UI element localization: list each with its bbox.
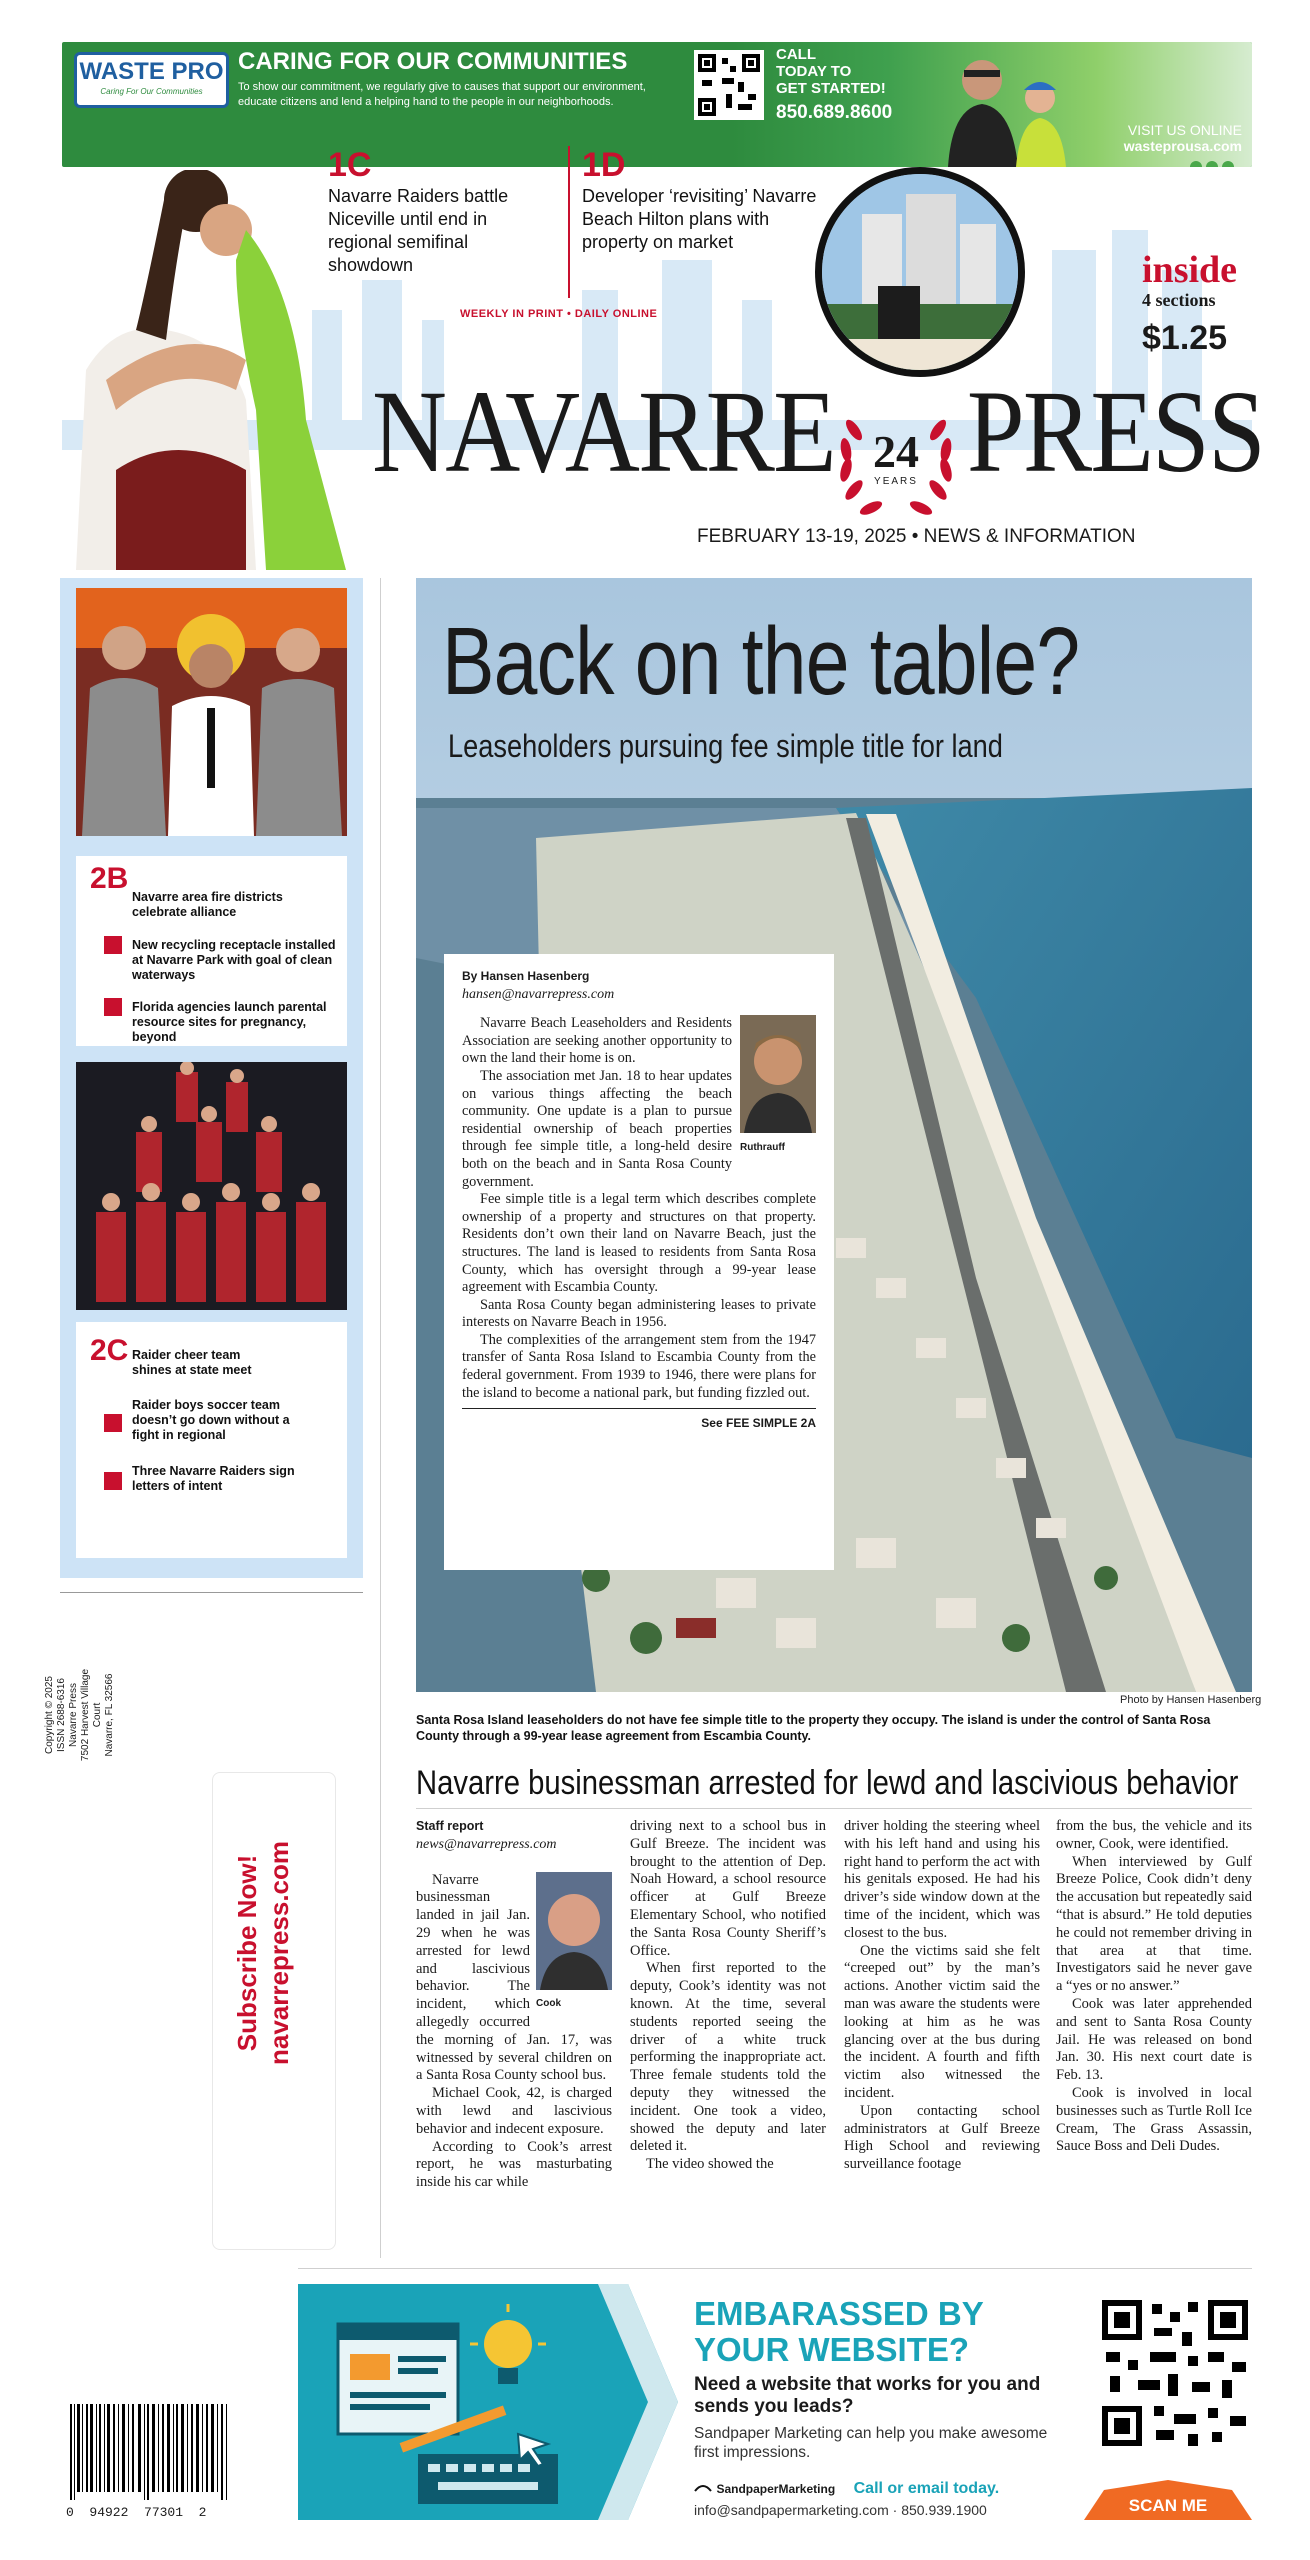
- story2-column-4: from the bus, the vehicle and its owner, Cook, were identified. When interviewed by Gulf Breeze Police, Cook didn’t deny the accusation but repeatedly said “that is absurd.” He told deputies he could not remember driving in that area at that time. Investigators said he never gave a “yes or no answer.” Cook was later apprehended and sent to Santa Rosa County Jail. He was released on bond Jan. 30. His next court date is Feb. 13. Cook is involved in local businesses such as Turtle Roll Ice Cream, The Grass Assassin, Sauce Boss and Deli Dudes.: [1056, 1818, 1252, 2155]
- website-illustration: [298, 2284, 678, 2520]
- story2-column-3: driver holding the steering wheel with his left hand and using his right hand to perform the act with his genitals exposed. He had his driver’s side window down at the time of the incident, which was closest to the bus. One the victims said she felt “creeped out” by the man’s actions. Another victim said the man was aware the students were looking at him as he was glancing over at the bus during the incident. A fourth and fifth victim also witnessed the incident. Upon contacting school administrators at Gulf Breeze High School and reviewing surveillance footage: [844, 1818, 1040, 2173]
- barcode-icon: [66, 2404, 234, 2500]
- ad-body: Sandpaper Marketing can help you make awesome first impressions.: [694, 2425, 1048, 2461]
- column-divider: [380, 578, 381, 2258]
- ad-people-photo: [934, 48, 1084, 167]
- barcode: 0 94922 77301 2: [66, 2404, 234, 2520]
- subscribe-label: Subscribe Now!: [232, 1854, 262, 2052]
- ad-phone[interactable]: 850.689.8600: [776, 102, 893, 123]
- headline-rule: [416, 1808, 1252, 1809]
- lead-email[interactable]: hansen@navarrepress.com: [462, 986, 615, 1002]
- subscribe-site: navarrepress.com: [264, 1840, 294, 2066]
- issue-date-line: FEBRUARY 13-19, 2025 • NEWS & INFORMATION: [697, 526, 1136, 547]
- sidebar-rule: [60, 1592, 363, 1593]
- story2-byline: Staff report: [416, 1819, 484, 1833]
- copyright-block: Copyright © 2025 ISSN 2688-6316 Navarre Press 7502 Harvest Village Court Navarre, FL 32566: [44, 1668, 115, 1762]
- cook-mugshot: Cook: [536, 1872, 612, 2014]
- section-2c-box[interactable]: 2C Raider cheer team shines at state meet Raider boys soccer team doesn’t go down without a fight in regional Three Navarre Raiders sign letters of intent: [76, 1322, 347, 1558]
- social-icons[interactable]: [1190, 160, 1240, 167]
- person-icon: [536, 1872, 612, 1990]
- second-headline[interactable]: Navarre businessman arrested for lewd and lascivious behavior: [416, 1764, 1239, 1802]
- bullet-icon: [104, 998, 122, 1016]
- left-sidebar: [60, 578, 363, 1578]
- ad-contact[interactable]: info@sandpapermarketing.com · 850.939.1900: [694, 2502, 987, 2518]
- bullet-icon: [104, 1414, 122, 1432]
- section-2b-box[interactable]: 2B Navarre area fire districts celebrate alliance New recycling receptacle installed at Navarre Park with goal of clean waterways Florida agencies launch parental resource sites for pregnancy, beyond: [76, 856, 347, 1046]
- teaser-divider: [568, 146, 570, 298]
- ad-headline: EMBARASSED BY YOUR WEBSITE?: [694, 2295, 984, 2368]
- lead-byline: By Hansen Hasenberg: [462, 969, 590, 983]
- teaser-1c[interactable]: 1C Navarre Raiders battle Niceville until end in regional semifinal showdown: [328, 146, 509, 275]
- ad-contact-row: SandpaperMarketing Call or email today.: [694, 2480, 999, 2498]
- story2-column-2: driving next to a school bus in Gulf Breeze. The incident was brought to the attention of Dep. Noah Howard, a school resource officer at Gulf Breeze Elementary School, who notified the Santa Rosa County Sheriff’s Office. When first reported to the deputy, Cook’s identity was not known. At the time, several students reported seeing the driver of a white truck performing the inappropriate act. Three female students told the deputy they witnessed the incident. One took a video, showed the deputy and later deleted it. The video showed the: [630, 1818, 826, 2173]
- ad-headline: CARING FOR OUR COMMUNITIES: [238, 48, 628, 75]
- fire-chiefs-photo: [76, 588, 347, 836]
- sandpaper-marketing-ad[interactable]: [298, 2284, 1252, 2520]
- inside-box: inside 4 sections $1.25: [1142, 249, 1238, 357]
- qr-code-icon[interactable]: [694, 50, 764, 120]
- call-text: CALL TODAY TO GET STARTED!: [776, 46, 886, 97]
- soccer-players-photo: [76, 170, 356, 570]
- waste-pro-logo: WASTE PRO Caring For Our Communities: [74, 52, 229, 108]
- hilton-property-photo: [815, 167, 1025, 377]
- ad-subhead: Need a website that works for you and sends you leads?: [694, 2374, 1041, 2417]
- masthead-tagline: WEEKLY IN PRINT • DAILY ONLINE: [460, 308, 658, 320]
- cheer-team-photo: [76, 1062, 347, 1310]
- story2-column-1: Staff report news@navarrepress.com Cook Navarre businessman landed in jail Jan. 29 when he was arrested for lewd and lascivious behavior. The incident, which allegedly occurred the morning of Jan. 17, was witnessed by several children on a Santa Rosa County school bus. Michael Cook, 42, is charged with lewd and lascivious behavior and indecent exposure. According to Cook’s arrest report, he was masturbating inside his car while: [416, 1819, 612, 2191]
- story2-email[interactable]: news@navarrepress.com: [416, 1836, 557, 1852]
- newspaper-title[interactable]: NAVARRE PRESS: [372, 366, 1264, 497]
- lead-subhead: Leaseholders pursuing fee simple title for land: [448, 728, 1003, 764]
- photo-credit: Photo by Hansen Hasenberg: [1120, 1694, 1262, 1706]
- scan-me-badge[interactable]: SCAN ME: [1084, 2480, 1252, 2520]
- person-icon: [740, 1015, 816, 1133]
- visit-online[interactable]: VISIT US ONLINE wasteprousa.com: [1123, 122, 1242, 154]
- ruthrauff-mugshot: Ruthrauff: [740, 1015, 816, 1156]
- sandpaper-logo-icon: [694, 2481, 712, 2493]
- bullet-icon: [104, 936, 122, 954]
- lead-story-text: By Hansen Hasenberg hansen@navarrepress.com Ruthrauff Navarre Beach Leaseholders and Residents Association are seeking another opportunity to own the land their home is on. The association met Jan. 18 to hear updates on various things affecting the beach community. One update is a plan to pursue residential ownership of beach properties through fee simple title, a long-held desire both on the beach and in Santa Rosa County government. Fee simple title is a legal term which describes complete ownership of a property and structures on that property. Residents don’t own their land on Navarre Beach, just the structures. The land is leased to residents from Santa Rosa County, which has oversight through a 99-year lease agreement with Escambia County. Santa Rosa County began administering leases to private interests on Navarre Beach in 1956. The complexities of the arrangement stem from the 1947 transfer of Santa Rosa Island to Escambia County from the federal government. From 1939 to 1946, there were plans for the island to become a national park, but funding fizzled out. See FEE SIMPLE 2A: [444, 954, 834, 1570]
- ad-qr-code-icon[interactable]: [1098, 2296, 1252, 2450]
- subscribe-box[interactable]: [212, 1772, 336, 2250]
- anniversary-laurel: 24 YEARS: [826, 400, 966, 530]
- bullet-icon: [104, 1472, 122, 1490]
- photo-caption: Santa Rosa Island leaseholders do not have fee simple title to the property they occupy. The island is under the control of Santa Rosa County through a 99-year lease agreement from Escambia County.: [416, 1713, 1211, 1743]
- bottom-rule: [298, 2268, 1252, 2269]
- jump-link[interactable]: See FEE SIMPLE 2A: [462, 1408, 816, 1433]
- teaser-1d[interactable]: 1D Developer ‘revisiting’ Navarre Beach Hilton plans with property on market: [582, 146, 817, 252]
- lead-headline[interactable]: Back on the table?: [442, 608, 1080, 715]
- ad-body: To show our commitment, we regularly give to causes that support our environment, educate citizens and lend a helping hand to the people in our neighborhoods.: [238, 81, 646, 108]
